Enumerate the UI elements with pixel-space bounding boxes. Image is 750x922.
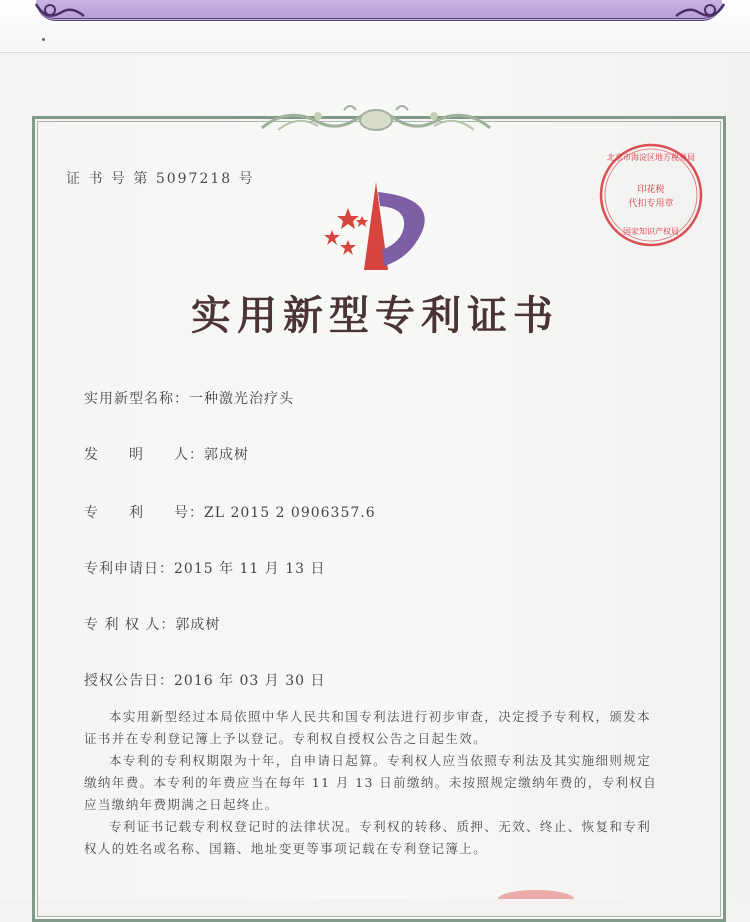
field-value: ZL 2015 2 0906357.6 [204, 505, 376, 521]
field-label: 专 利 号： [84, 505, 204, 521]
field-label: 发 明 人： [84, 447, 204, 463]
field-label: 实用新型名称： [84, 391, 189, 407]
field-value: 一种激光治疗头 [189, 391, 294, 407]
top-ornament-icon [258, 100, 494, 140]
purple-border-band [36, 0, 722, 21]
field-inventor [84, 444, 249, 464]
field-utility-model-name [84, 388, 294, 408]
patent-office-emblem-icon [318, 178, 438, 274]
seal-ring-text: 北京市海淀区地方税务局 [607, 153, 695, 162]
swirl-ornament-left [32, 0, 92, 26]
field-application-date [84, 558, 326, 578]
field-announcement-date [84, 670, 326, 690]
field-label: 授权公告日： [84, 673, 174, 689]
field-patentee [84, 614, 220, 634]
seal-bottom-text: 国家知识产权局 [623, 227, 679, 236]
certificate-number-suffix: 号 [238, 171, 255, 187]
body-paragraph-1: 本实用新型经过本局依照中华人民共和国专利法进行初步审查，决定授予专利权，颁发本证书并在专利登记簿上予以登记。专利权自授权公告之日起生效。 [84, 709, 652, 746]
body-paragraph-3: 专利证书记载专利权登记时的法律状况。专利权的转移、质押、无效、终止、恢复和专利权人的姓名或名称、国籍、地址变更等事项记载在专利登记簿上。 [84, 819, 652, 856]
field-value: 郭成树 [175, 617, 221, 633]
field-value: 2015 年 11 月 13 日 [174, 561, 326, 577]
field-patent-number [84, 502, 376, 522]
bottom-stamp-edge [496, 886, 576, 899]
field-value: 2016 年 03 月 30 日 [174, 673, 326, 689]
seal-line2: 代扣专用章 [628, 199, 674, 209]
certificate-title: 实用新型专利证书 [191, 292, 559, 339]
tax-seal-stamp [596, 140, 706, 250]
certificate-number-value: 5097218 [155, 171, 233, 187]
previous-certificate-edge [0, 0, 750, 53]
swirl-ornament-right [668, 0, 728, 26]
certificate-number-label: 证 书 号 第 [66, 171, 150, 187]
certificate-number [66, 168, 255, 188]
field-label: 专 利 权 人： [84, 617, 176, 633]
field-label: 专利申请日： [84, 561, 174, 577]
seal-line1: 印花税 [637, 185, 665, 195]
dot-mark [42, 38, 45, 41]
body-paragraph-2: 本专利的专利权期限为十年，自申请日起算。专利权人应当依照专利法及其实施细则规定缴纳年费。本专利的年费应当在每年 11 月 13 日前缴纳。未按照规定缴纳年费的，专利权自应当缴纳年费期满之日起终止。 [84, 753, 658, 812]
field-value: 郭成树 [204, 447, 249, 463]
